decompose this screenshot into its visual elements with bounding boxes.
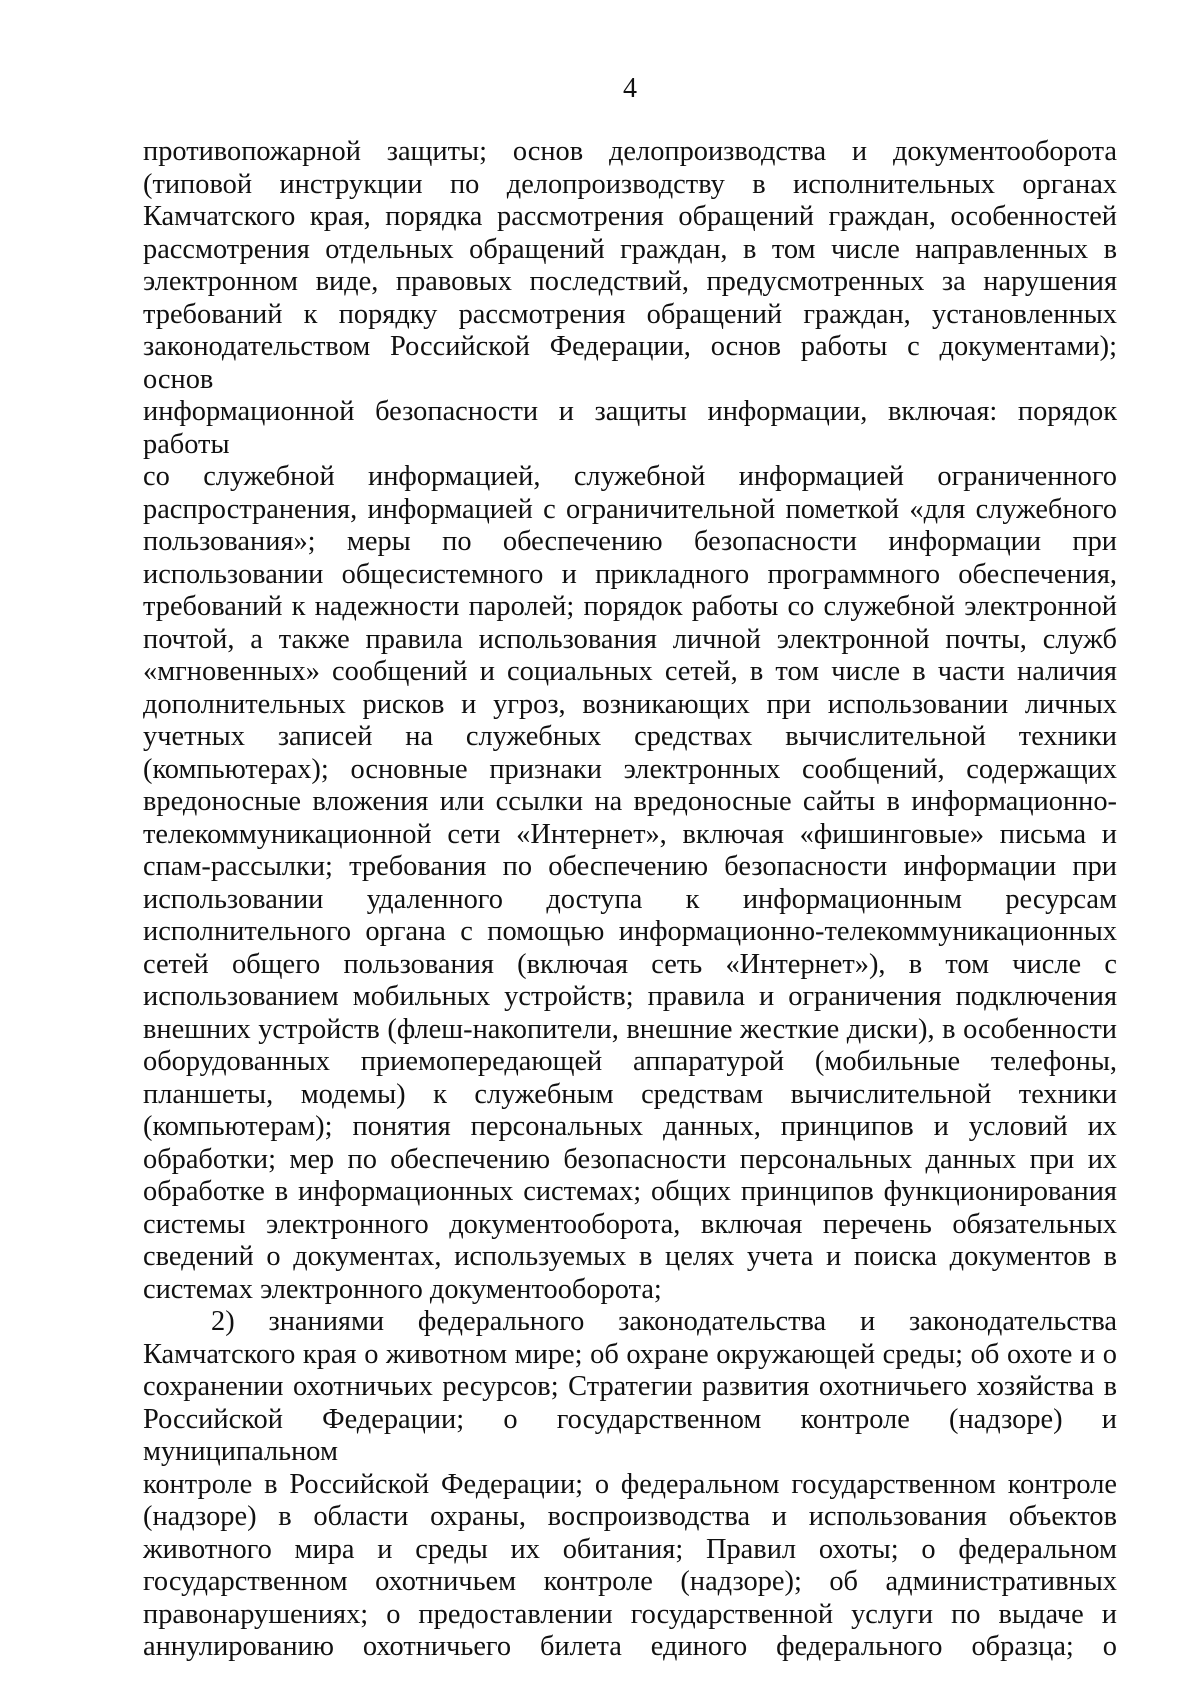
text-line: использованием мобильных устройств; правила и ограничения подключения bbox=[143, 981, 1117, 1012]
text-line: правонарушениях; о предоставлении государственной услуги по выдаче и bbox=[143, 1598, 1117, 1630]
text-line: системах электронного документооборота; bbox=[143, 1273, 662, 1305]
text-line: системы электронного документооборота, включая перечень обязательных bbox=[143, 1208, 1117, 1240]
text-line: планшеты, модемы) к служебным средствам вычислительной техники bbox=[143, 1078, 1117, 1110]
text-line: Камчатского края о животном мире; об охране окружающей среды; об охоте и о bbox=[143, 1338, 1117, 1370]
text-line: распространения, информацией с ограничительной пометкой «для служебного bbox=[143, 493, 1117, 525]
text-line: оборудованных приемопередающей аппаратурой (мобильные телефоны, bbox=[143, 1046, 1117, 1077]
text-line: использовании общесистемного и прикладного программного обеспечения, bbox=[143, 558, 1117, 590]
text-line: контроле в Российской Федерации; о федеральном государственном контроле bbox=[143, 1468, 1117, 1500]
text-line: рассмотрения отдельных обращений граждан, в том числе направленных в bbox=[143, 233, 1117, 265]
text-line: вредоносные вложения или ссылки на вредоносные сайты в информационно- bbox=[143, 786, 1117, 817]
text-line: государственном охотничьем контроле (надзоре); об административных bbox=[143, 1566, 1117, 1597]
text-line: электронном виде, правовых последствий, предусмотренных за нарушения bbox=[143, 266, 1117, 297]
text-line: противопожарной защиты; основ делопроизводства и документооборота bbox=[143, 136, 1117, 167]
text-line: информационной безопасности и защиты информации, включая: порядок работы bbox=[143, 396, 1117, 460]
text-line: использовании удаленного доступа к информационным ресурсам bbox=[143, 883, 1117, 915]
text-line: дополнительных рисков и угроз, возникающих при использовании личных bbox=[143, 688, 1117, 720]
text-line: законодательством Российской Федерации, основ работы с документами); основ bbox=[143, 331, 1117, 395]
page-number: 4 bbox=[623, 73, 637, 104]
text-line: Камчатского края, порядка рассмотрения обращений граждан, особенностей bbox=[143, 201, 1117, 232]
text-line: сетей общего пользования (включая сеть «Интернет»), в том числе с bbox=[143, 948, 1117, 980]
text-line: (компьютерах); основные признаки электронных сообщений, содержащих bbox=[143, 753, 1117, 785]
text-line: животного мира и среды их обитания; Правил охоты; о федеральном bbox=[143, 1533, 1117, 1565]
text-line: «мгновенных» сообщений и социальных сетей, в том числе в части наличия bbox=[143, 656, 1117, 687]
text-line: 2) знаниями федерального законодательства и законодательства bbox=[211, 1306, 1117, 1337]
text-line: исполнительного органа с помощью информационно-телекоммуникационных bbox=[143, 916, 1117, 947]
text-line: телекоммуникационной сети «Интернет», включая «фишинговые» письма и bbox=[143, 818, 1117, 850]
text-line: учетных записей на служебных средствах вычислительной техники bbox=[143, 721, 1117, 752]
text-line: со служебной информацией, служебной информацией ограниченного bbox=[143, 461, 1117, 492]
text-line: обработки; мер по обеспечению безопасности персональных данных при их bbox=[143, 1143, 1117, 1175]
text-line: требований к надежности паролей; порядок работы со служебной электронной bbox=[143, 591, 1117, 622]
text-line: требований к порядку рассмотрения обращений граждан, установленных bbox=[143, 298, 1117, 330]
text-line: спам-рассылки; требования по обеспечению безопасности информации при bbox=[143, 851, 1117, 882]
text-line: (компьютерам); понятия персональных данных, принципов и условий их bbox=[143, 1111, 1117, 1142]
text-line: (типовой инструкции по делопроизводству в исполнительных органах bbox=[143, 168, 1117, 200]
text-line: пользования»; меры по обеспечению безопасности информации при bbox=[143, 526, 1117, 557]
text-line: сохранении охотничьих ресурсов; Стратегии развития охотничьего хозяйства в bbox=[143, 1371, 1117, 1402]
text-line: (надзоре) в области охраны, воспроизводства и использования объектов bbox=[143, 1501, 1117, 1532]
document-body bbox=[143, 136, 1117, 1664]
text-line: аннулированию охотничьего билета единого федерального образца; о bbox=[143, 1631, 1117, 1662]
text-line: внешних устройств (флеш-накопители, внешние жесткие диски), в особенности bbox=[143, 1013, 1117, 1045]
text-line: сведений о документах, используемых в целях учета и поиска документов в bbox=[143, 1241, 1117, 1272]
text-line: почтой, а также правила использования личной электронной почты, служб bbox=[143, 623, 1117, 655]
text-line: обработке в информационных системах; общих принципов функционирования bbox=[143, 1176, 1117, 1207]
text-line: Российской Федерации; о государственном контроле (надзоре) и муниципальном bbox=[143, 1403, 1117, 1467]
